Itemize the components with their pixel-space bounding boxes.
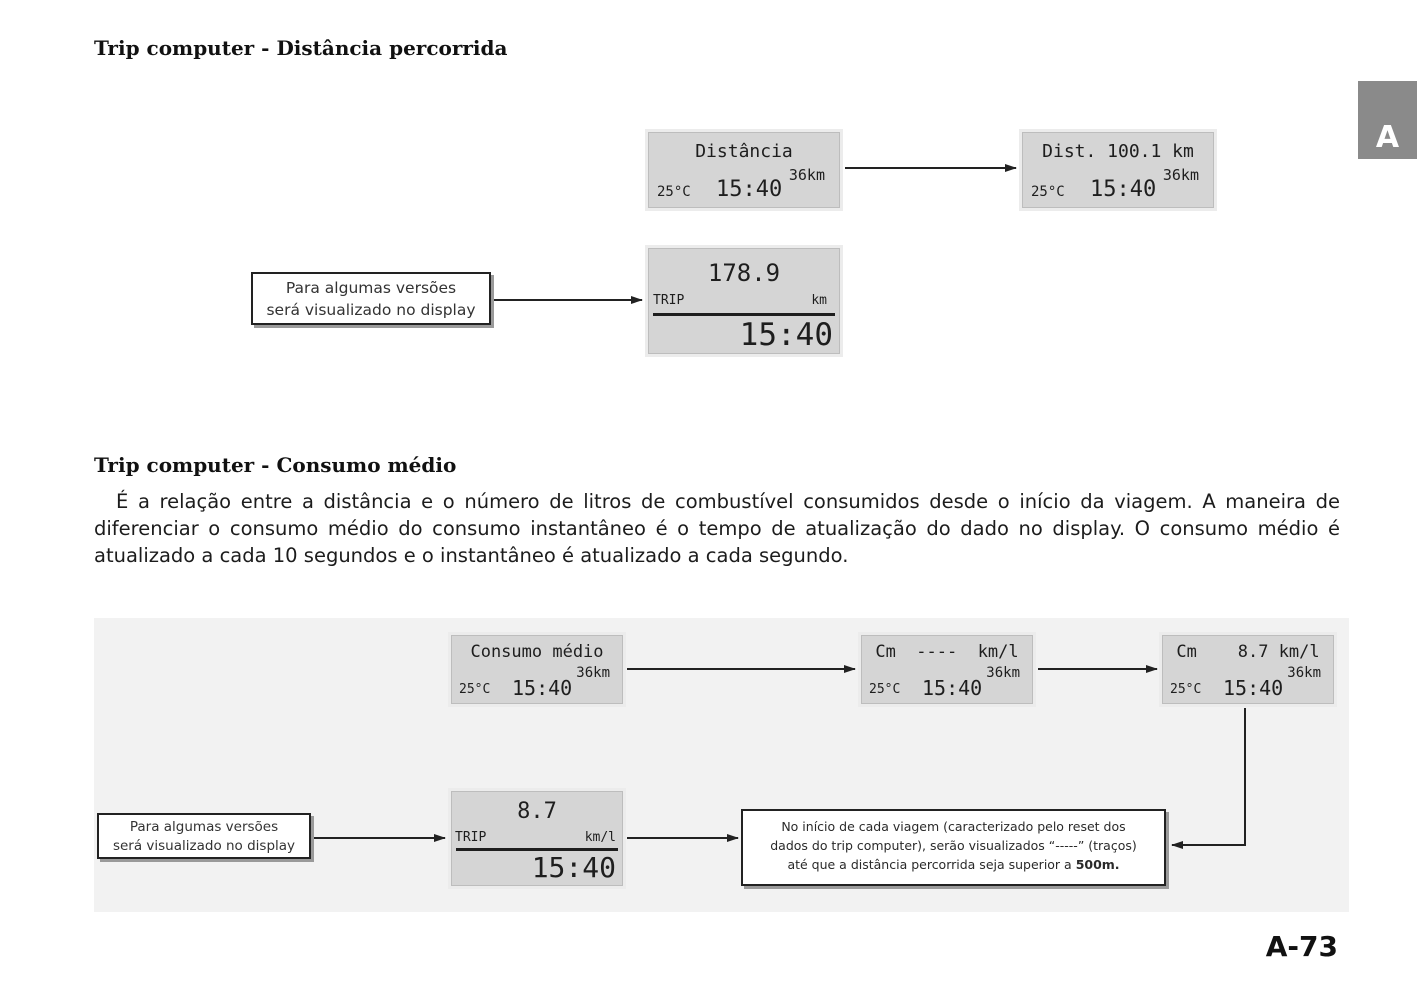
lcd-consumption-label: Consumo médio 36km 25°C 15:40 [451, 635, 623, 704]
section-title-distance: Trip computer - Distância percorrida [94, 36, 508, 60]
lcd-distance-trip: 178.9 TRIP km 15:40 [648, 248, 840, 354]
note-some-versions-distance: Para algumas versões será visualizado no display [251, 272, 491, 325]
note-reset-dashes: No início de cada viagem (caracterizado pelo reset dos dados do trip computer), serão visualizados “-----” (traços) até que a distância percorrida seja superior a 500m. [741, 809, 1166, 886]
lcd-consumption-value: Cm 8.7 km/l 36km 25°C 15:40 [1162, 635, 1334, 704]
page-number: A-73 [1265, 930, 1338, 963]
lcd-consumption-trip: 8.7 TRIP km/l 15:40 [451, 791, 623, 886]
body-paragraph: É a relação entre a distância e o número de litros de combustível consumidos desde o início da viagem. A maneira de diferenciar o consumo médio do consumo instantâneo é o tempo de atualização do dado no display. O consumo médio é atualizado a cada 10 segundos e o instantâneo é atualizado a cada segundo. [94, 490, 1340, 567]
lcd-consumption-dashes: Cm ---- km/l 36km 25°C 15:40 [861, 635, 1033, 704]
chapter-tab: A [1358, 81, 1417, 159]
arrow-consumption-to-note [1172, 708, 1245, 845]
section-title-consumption: Trip computer - Consumo médio [94, 453, 457, 477]
note-some-versions-consumption: Para algumas versões será visualizado no display [97, 813, 311, 859]
lcd-distance-value: Dist. 100.1 km 36km 25°C 15:40 [1022, 132, 1214, 208]
lcd-distance-label: Distância 36km 25°C 15:40 [648, 132, 840, 208]
